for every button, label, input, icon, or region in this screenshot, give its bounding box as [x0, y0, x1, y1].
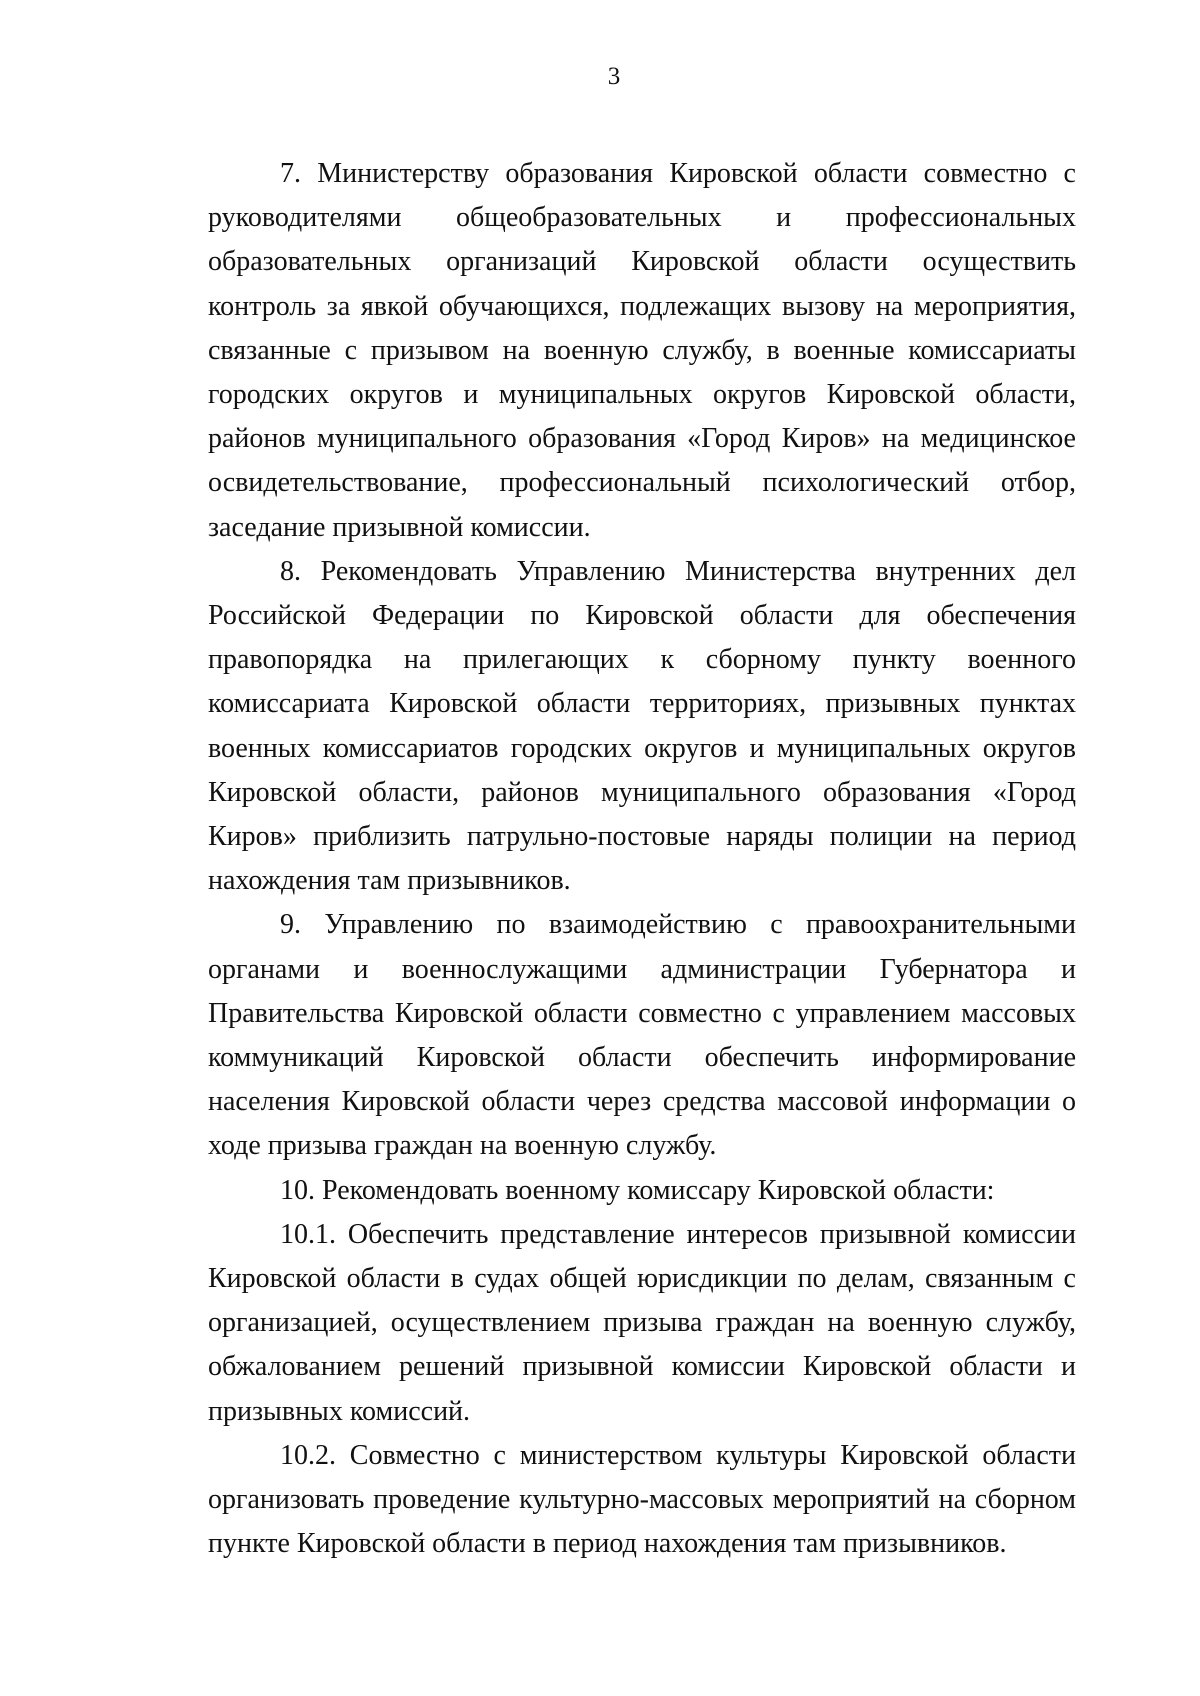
paragraph-9: 9. Управлению по взаимодействию с правоохранительными органами и военнослужащими администрации Губернатора и Правительства Кировской области совместно с управлением массовых коммуникаций Кировской области обеспечить информирование населения Кировской области через средства массовой информации о ходе призыва граждан на военную службу. [208, 909, 1076, 1162]
paragraph-7: 7. Министерству образования Кировской области совместно с руководителями общеобразовательных и профессиональных образовательных организаций Кировской области осуществить контроль за явкой обучающихся, подлежащих вызову на мероприятия, связанные с призывом на военную службу, в военные комиссариаты городских округов и муниципальных округов Кировской области, районов муниципального образования «Город Киров» на медицинское освидетельствование, профессиональный психологический отбор, заседание призывной комиссии. [208, 158, 1076, 543]
paragraph-10: 10. Рекомендовать военному комиссару Кировской области: [280, 1174, 995, 1206]
paragraph-10-1: 10.1. Обеспечить представление интересов призывной комиссии Кировской области в судах общей юрисдикции по делам, связанным с организацией, осуществлением призыва граждан на военную службу, обжалованием решений призывной комиссии Кировской области и призывных комиссий. [208, 1218, 1076, 1427]
document-body [208, 152, 1076, 1567]
page-number: 3 [607, 63, 621, 90]
paragraph-10-2: 10.2. Совместно с министерством культуры Кировской области организовать проведение культурно-массовых мероприятий на сборном пункте Кировской области в период нахождения там призывников. [208, 1439, 1076, 1560]
paragraph-8: 8. Рекомендовать Управлению Министерства внутренних дел Российской Федерации по Кировской области для обеспечения правопорядка на прилегающих к сборному пункту военного комиссариата Кировской области территориях, призывных пунктах военных комиссариатов городских округов и муниципальных округов Кировской области, районов муниципального образования «Город Киров» приблизить патрульно-постовые наряды полиции на период нахождения там призывников. [208, 555, 1076, 897]
